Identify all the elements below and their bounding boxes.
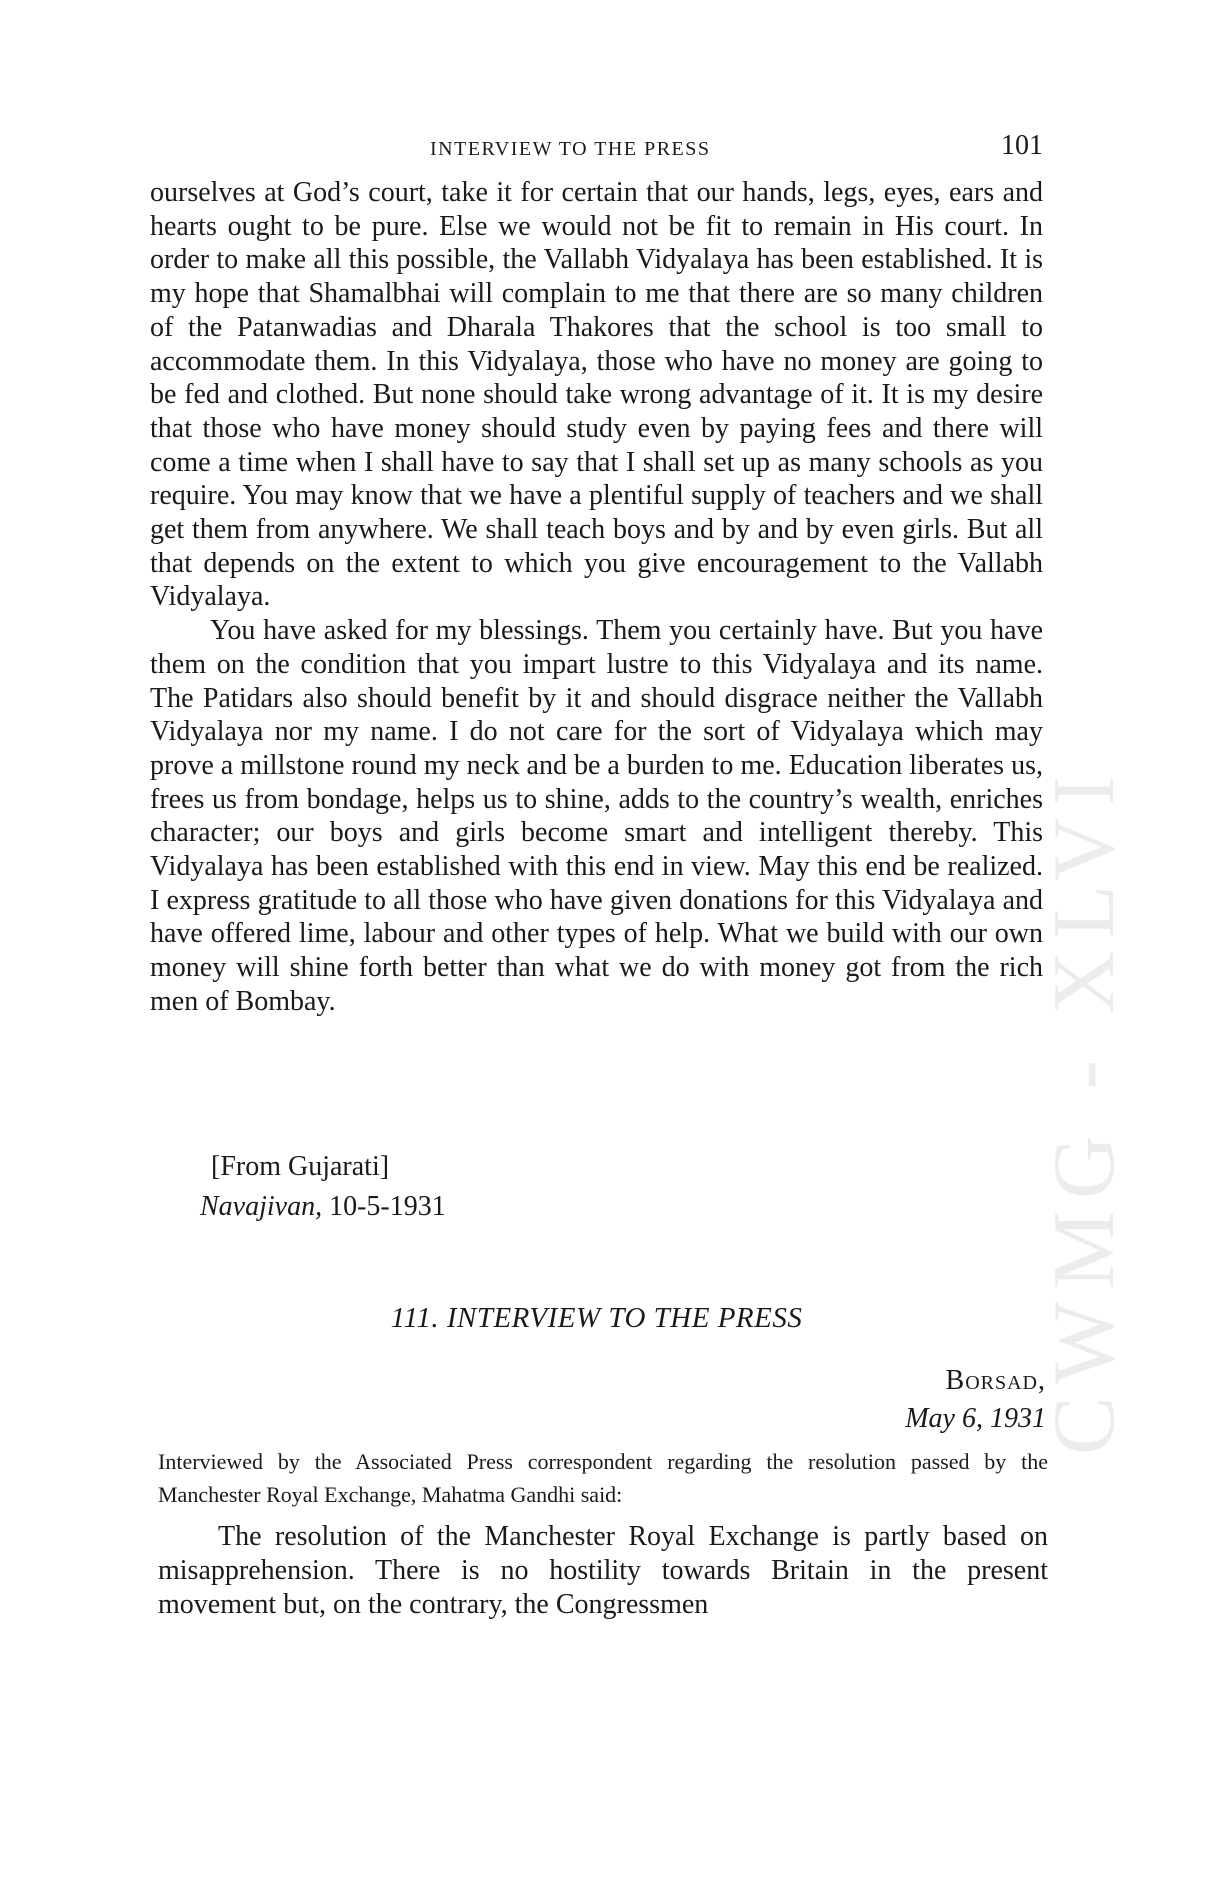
section-heading: 111. INTERVIEW TO THE PRESS (390, 1302, 803, 1334)
dateline-place: Borsad, (945, 1365, 1046, 1396)
paragraph-2: You have asked for my blessings. Them you certainly have. But you have them on the condition that you impart lustre to this Vidyalaya and its name. The Patidars also should benefit by it and should disgrace neither the Vallabh Vidyalaya nor my name. I do not care for the sort of Vidyalaya which may prove a millstone round my neck and be a burden to me. Education liberates us, frees us from bondage, helps us to shine, adds to the country’s wealth, enriches character; our boys and girls become smart and intelligent thereby. This Vidyalaya has been established with this end in view. May this end be realized. I express gratitude to all those who have given donations for this Vidyalaya and have offered lime, labour and other types of help. What we build with our own money will shine forth better than what we do with money got from the rich men of Bombay. (150, 615, 1043, 1017)
interview-intro: Interviewed by the Associated Press correspondent regarding the resolution passed by the Manchester Royal Exchange, Mahatma Gandhi said: (158, 1449, 1048, 1507)
running-title: INTERVIEW TO THE PRESS (430, 138, 711, 160)
citation-date: 10-5-1931 (329, 1191, 446, 1222)
running-header (150, 130, 1043, 170)
paragraph-1: ourselves at God’s court, take it for certain that our hands, legs, eyes, ears and hearts ought to be pure. Else we would not be fit to remain in His court. In order to make all this possible, the Vallabh Vidyalaya has been established. It is my hope that Shamalbhai will complain to me that there are so many children of the Patanwadias and Dharala Thakores that the school is too small to accommodate them. In this Vidyalaya, those who have no money are going to be fed and clothed. But none should take wrong advantage of it. It is my desire that those who have money should study even by paying fees and there will come a time when I shall have to say that I shall set up as many schools as you require. You may know that we have a plentiful supply of teachers and we shall get them from anywhere. We shall teach boys and by and by even girls. But all that depends on the extent to which you give encouragement to the Vallabh Vidyalaya. (150, 177, 1043, 613)
body-text (150, 176, 1043, 1019)
interview-quote: The resolution of the Manchester Royal Exchange is partly based on misapprehension. There is no hostility towards Britain in the present movement but, on the contrary, the Congressmen (158, 1521, 1048, 1620)
citation (200, 1190, 446, 1224)
source-note: [From Gujarati] (211, 1151, 390, 1182)
dateline (905, 1362, 1046, 1438)
citation-publication: Navajivan, (200, 1191, 323, 1222)
page-number: 101 (1001, 130, 1043, 161)
dateline-date: May 6, 1931 (905, 1403, 1046, 1434)
watermark: CWMG - XLVI (1036, 764, 1133, 1455)
